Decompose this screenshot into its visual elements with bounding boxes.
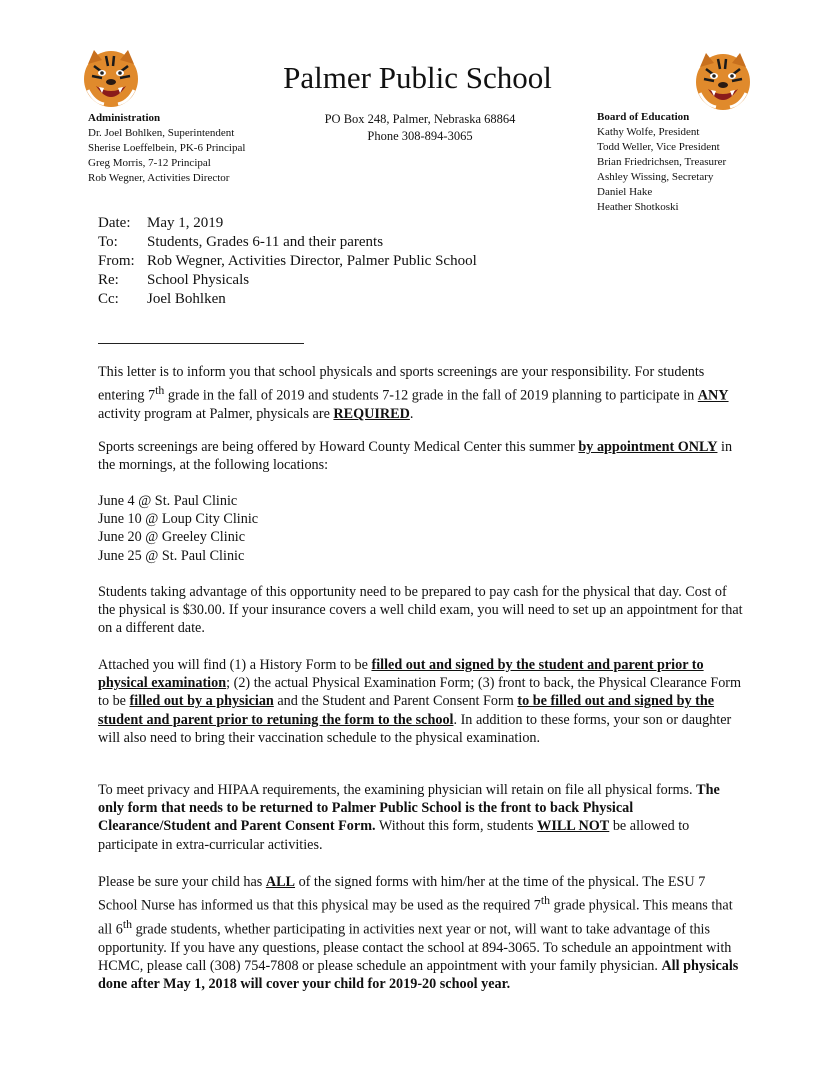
memo-header (98, 214, 477, 309)
text-run: be allowed to participate in extra-curricular activities. (98, 818, 690, 853)
paragraph-cost (98, 583, 744, 638)
memo-label: Re: (98, 272, 119, 288)
administration-member: Dr. Joel Bohlken, Superintendent (88, 127, 235, 139)
administration-member: Sherise Loeffelbein, PK-6 Principal (88, 142, 246, 154)
address-line: PO Box 248, Palmer, Nebraska 68864 (324, 112, 516, 126)
text-run: grade in the fall of 2019 and students 7-12 grade in the fall of 2019 planning to participate in (164, 387, 698, 404)
text-run: This letter is to inform you that school physicals and sports screenings are your responsibility. For students entering 7 (98, 364, 705, 404)
text-run: grade students, whether participating in activities next year or not, will want to take advantage of this opportunity. If you have any questions, please contact the school at 894-3065. To schedule an appointment with HCMC, please call (308) 754-7808 or please schedule an appointment with your family physician. (98, 921, 732, 975)
emphasis-required: REQUIRED (333, 406, 410, 423)
paragraph-privacy (98, 781, 744, 854)
memo-label: To: (98, 234, 118, 250)
location-item: June 20 @ Greeley Clinic (98, 529, 246, 546)
text-run: To meet privacy and HIPAA requirements, the examining physician will retain on file all physical forms. (98, 782, 697, 798)
paragraph-forms (98, 656, 744, 747)
administration-member: Greg Morris, 7-12 Principal (88, 157, 211, 169)
location-item: June 4 @ St. Paul Clinic (98, 493, 238, 509)
text-run: of the signed forms with him/her at the time of the physical. The ESU 7 School Nurse has informed us that this physical may be used as the required 7 (98, 874, 706, 914)
memo-from-row (98, 252, 477, 271)
board-member: Daniel Hake (597, 186, 653, 198)
emphasis-all: ALL (265, 874, 296, 890)
text-run: . (409, 406, 414, 423)
memo-value: Rob Wegner, Activities Director, Palmer Public School (147, 253, 477, 269)
text-run: Attached you will find (1) a History Form to be (98, 657, 372, 673)
memo-label: Date: (98, 215, 131, 231)
board-member: Todd Weller, Vice President (597, 141, 720, 153)
text-run: Sports screenings are being offered by Howard County Medical Center this summer (98, 439, 579, 455)
text-run: Please be sure your child has (98, 874, 266, 890)
board-of-education-block (597, 110, 726, 215)
emphasis-consent-form: to be filled out and signed by the student and parent prior to retuning the form to the school (98, 693, 715, 728)
superscript: th (155, 383, 165, 398)
signature-divider (98, 343, 304, 344)
memo-date-row (98, 214, 477, 233)
paragraph-reminder (98, 873, 744, 994)
text-run: Students taking advantage of this opportunity need to be prepared to pay cash for the physical that day. Cost of the physical is $30.00. If your insurance covers a well child exam, you will need to set up an appointment for that on a different date. (98, 584, 743, 637)
memo-re-row (98, 271, 477, 290)
emphasis-return-form: The only form that needs to be returned to Palmer Public School is the front to back Physical Clearance/Student and Parent Consent Form. (98, 782, 720, 835)
administration-heading: Administration (88, 112, 161, 124)
administration-member: Rob Wegner, Activities Director (88, 172, 230, 184)
memo-value: School Physicals (147, 272, 250, 288)
memo-value: May 1, 2019 (147, 215, 224, 231)
superscript: th (540, 893, 551, 908)
school-address (300, 111, 540, 145)
paragraph-intro (98, 363, 744, 423)
location-list (98, 492, 744, 565)
board-member: Heather Shotkoski (597, 201, 679, 213)
board-member: Kathy Wolfe, President (597, 126, 700, 138)
memo-value: Joel Bohlken (147, 291, 226, 307)
emphasis-any: ANY (697, 387, 729, 404)
phone-line: Phone 308-894-3065 (367, 129, 473, 143)
paragraph-screenings (98, 438, 744, 474)
superscript: th (122, 917, 133, 932)
text-run: and the Student and Parent Consent Form (273, 693, 518, 710)
text-run: ; (2) the actual Physical Examination Form; (3) front to back, the Physical Clearance Form to be (98, 675, 742, 710)
memo-value: Students, Grades 6-11 and their parents (147, 234, 384, 250)
administration-block (88, 111, 245, 186)
text-run: grade physical. This means that all 6 (98, 897, 733, 938)
emphasis-coverage: All physicals done after May 1, 2018 will cover your child for 2019-20 school year. (98, 958, 739, 993)
memo-label: From: (98, 253, 135, 269)
emphasis-will-not: WILL NOT (537, 818, 610, 835)
text-run: . In addition to these forms, your son or daughter will also need to bring their vaccination schedule to the physical examination. (98, 711, 732, 746)
text-run: Without this form, students (375, 818, 538, 835)
memo-to-row (98, 233, 477, 252)
emphasis-appointment: by appointment ONLY (578, 439, 718, 455)
location-item: June 25 @ St. Paul Clinic (98, 547, 245, 564)
board-member: Ashley Wissing, Secretary (597, 171, 714, 183)
school-name-title: Palmer Public School (283, 60, 552, 95)
text-run: in the mornings, at the following locations: (98, 439, 733, 474)
text-run: activity program at Palmer, physicals are (98, 406, 334, 423)
location-item: June 10 @ Loup City Clinic (98, 511, 259, 528)
board-member: Brian Friedrichsen, Treasurer (597, 156, 727, 168)
board-heading: Board of Education (597, 111, 690, 123)
emphasis-history-form: filled out and signed by the student and parent prior to physical examination (98, 657, 704, 692)
memo-cc-row (98, 290, 477, 309)
memo-label: Cc: (98, 291, 119, 307)
emphasis-physician: filled out by a physician (129, 693, 274, 710)
